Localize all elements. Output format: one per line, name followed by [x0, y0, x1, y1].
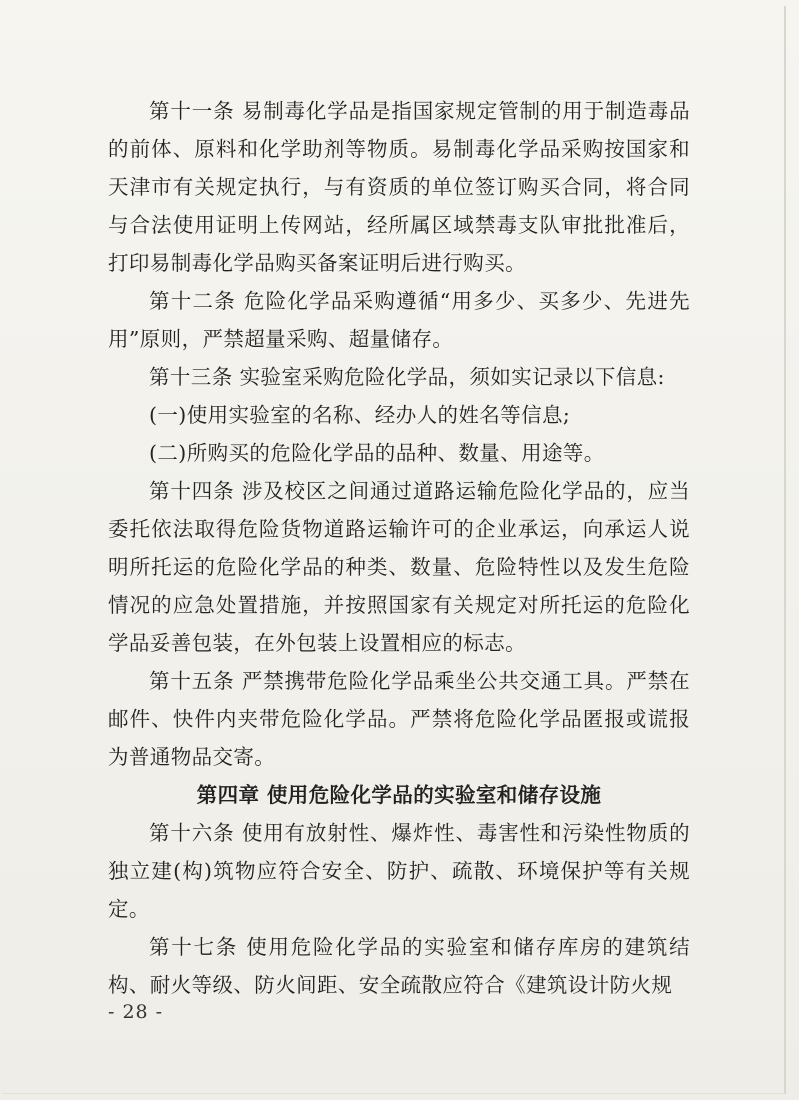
- article-13-item-1: (一)使用实验室的名称、经办人的姓名等信息;: [149, 403, 571, 427]
- article-17: 第十七条 使用危险化学品的实验室和储存库房的建筑结构、耐火等级、防火间距、安全疏散应符合《建筑设计防火规: [108, 935, 690, 997]
- page-number: - 28 -: [108, 1001, 164, 1023]
- article-13-item-2: (二)所购买的危险化学品的品种、数量、用途等。: [149, 441, 605, 465]
- article-15: 第十五条 严禁携带危险化学品乘坐公共交通工具。严禁在邮件、快件内夹带危险化学品。严禁将危险化学品匿报或谎报为普通物品交寄。: [108, 669, 690, 769]
- article-16: 第十六条 使用有放射性、爆炸性、毒害性和污染性物质的独立建(构)筑物应符合安全、防护、疏散、环境保护等有关规定。: [108, 821, 690, 921]
- document-body: [108, 92, 690, 1004]
- article-12: 第十二条 危险化学品采购遵循“用多少、买多少、先进先用”原则，严禁超量采购、超量储存。: [108, 289, 690, 351]
- chapter-heading: 第四章 使用危险化学品的实验室和储存设施: [196, 783, 602, 807]
- article-13: 第十三条 实验室采购危险化学品，须如实记录以下信息:: [149, 365, 665, 389]
- article-11: 第十一条 易制毒化学品是指国家规定管制的用于制造毒品的前体、原料和化学助剂等物质。易制毒化学品采购按国家和天津市有关规定执行，与有资质的单位签订购买合同，将合同与合法使用证明上传网站，经所属区域禁毒支队审批批准后，打印易制毒化学品购买备案证明后进行购买。: [108, 99, 690, 275]
- article-14: 第十四条 涉及校区之间通过道路运输危险化学品的，应当委托依法取得危险货物道路运输许可的企业承运，向承运人说明所托运的危险化学品的种类、数量、危险特性以及发生危险情况的应急处置措施，并按照国家有关规定对所托运的危险化学品妥善包装，在外包装上设置相应的标志。: [108, 479, 690, 655]
